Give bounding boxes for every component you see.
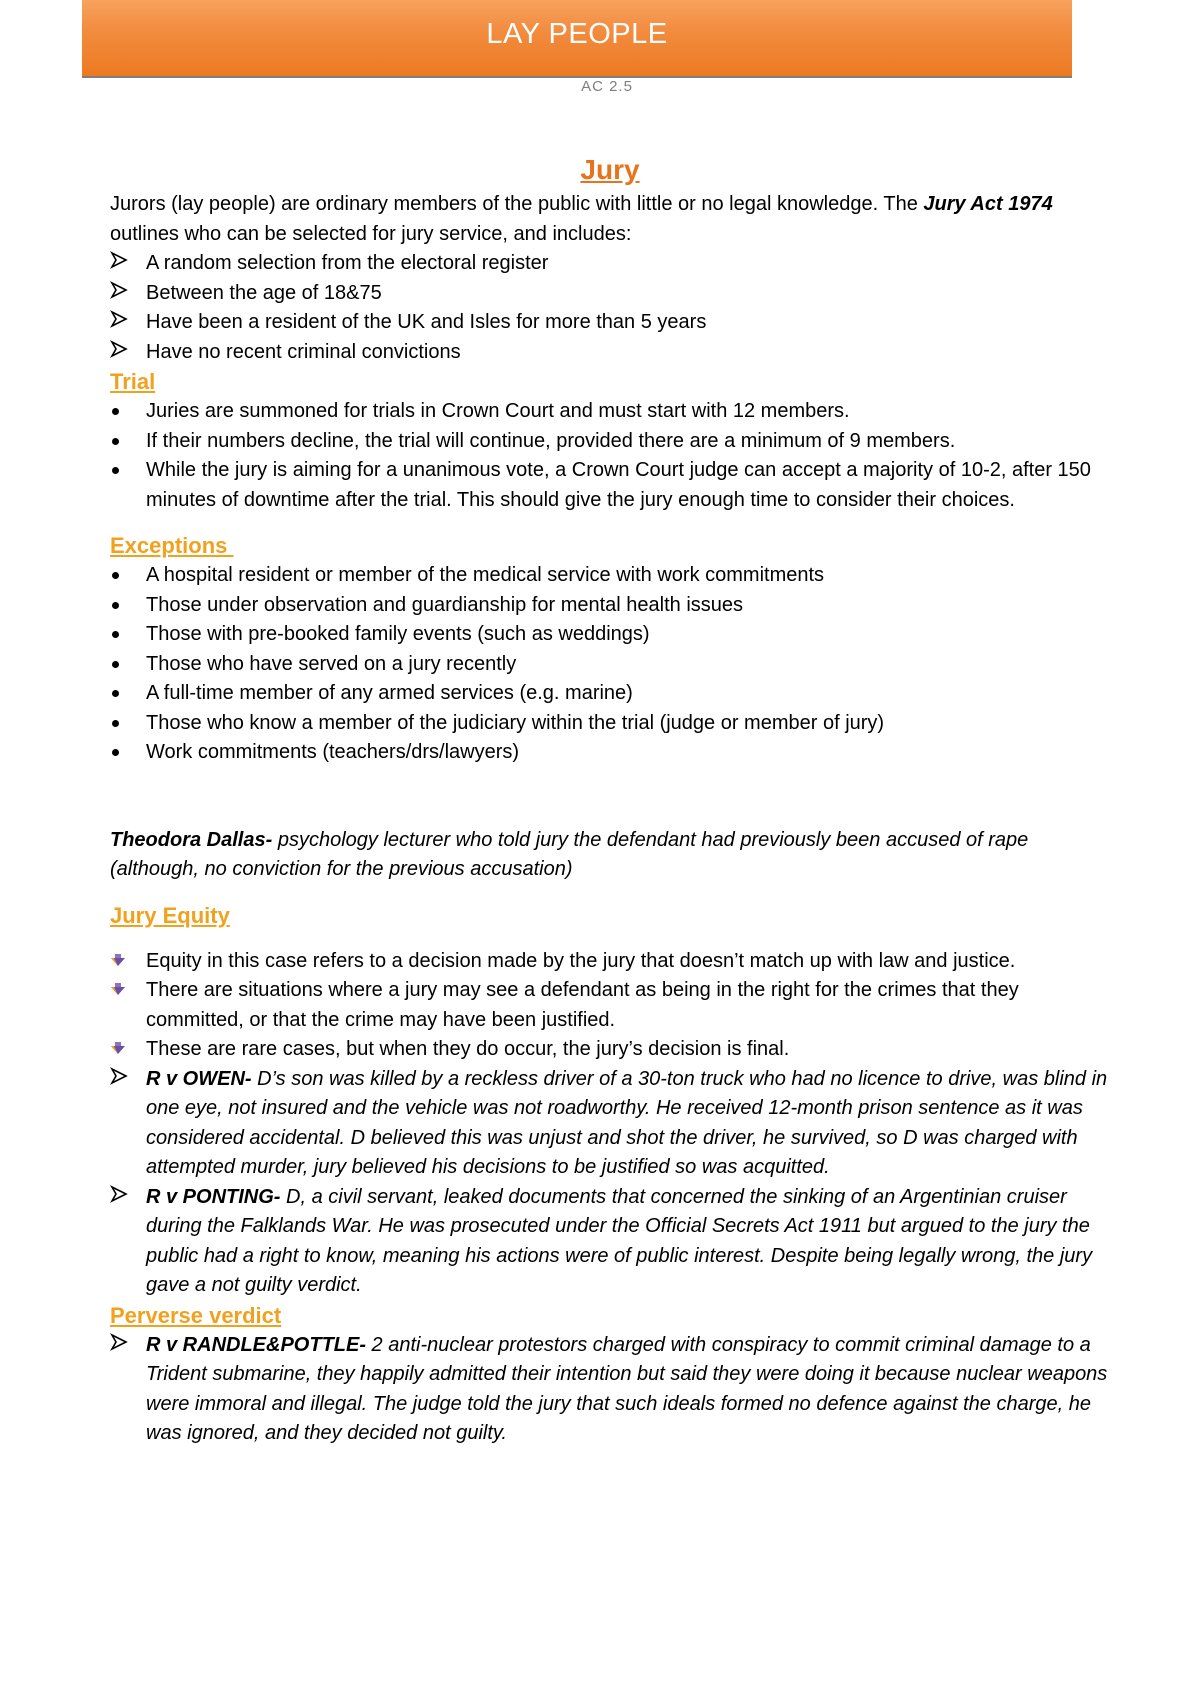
list-item-text: There are situations where a jury may see a defendant as being in the right for the crimes that they committed, or that the crime may have been justified. [146, 979, 1019, 1031]
jury-intro-part2: outlines who can be selected for jury service, and includes: [110, 222, 632, 245]
diamond-bullet-icon [110, 976, 140, 1006]
list-item-text: A full-time member of any armed services (e.g. marine) [146, 682, 633, 704]
list-item-text: Have been a resident of the UK and Isles for more than 5 years [146, 311, 707, 333]
list-item [110, 397, 1110, 427]
diamond-bullet-icon [110, 1035, 140, 1065]
perverse-verdict-heading: Perverse verdict [110, 1302, 282, 1328]
exceptions-heading: Exceptions [110, 533, 234, 558]
arrow-bullet-icon [110, 1065, 140, 1095]
title-banner [82, 0, 1072, 78]
list-item [110, 308, 1110, 338]
list-item-text: A hospital resident or member of the medical service with work commitments [146, 564, 825, 586]
arrow-bullet-icon [110, 338, 140, 368]
list-item-text: Those under observation and guardianship for mental health issues [146, 593, 744, 616]
list-item-text: While the jury is aiming for a unanimous vote, a Crown Court judge can accept a majority of 10-2, after 150 minutes of downtime after the trial. This should give the jury enough time to consider their choices. [146, 459, 1091, 511]
page-subtitle: AC 2.5 [581, 78, 633, 95]
dallas-case [110, 826, 1110, 885]
list-item [110, 249, 1110, 279]
jury-intro-part1: Jurors (lay people) are ordinary members of the public with little or no legal knowledge. The [110, 193, 924, 215]
arrow-bullet-icon [110, 1331, 140, 1361]
list-item-text: These are rare cases, but when they do occur, the jury’s decision is final. [146, 1038, 790, 1060]
jury-act-name: Jury Act 1974 [923, 193, 1053, 215]
trial-list [110, 397, 1110, 515]
arrow-bullet-icon [110, 1183, 140, 1213]
list-item-text: A random selection from the electoral register [146, 252, 549, 274]
bullet-icon [110, 591, 140, 621]
bullet-icon [110, 397, 140, 427]
jury-equity-list [110, 947, 1110, 1301]
list-item [110, 338, 1110, 368]
list-item [110, 650, 1110, 680]
jury-criteria-list [110, 249, 1110, 367]
perverse-verdict-list [110, 1331, 1110, 1449]
list-item-text: Equity in this case refers to a decision made by the jury that doesn’t match up with law and justice. [146, 949, 1016, 972]
case-name: Theodora Dallas- [110, 828, 273, 851]
list-item-text: Juries are summoned for trials in Crown Court and must start with 12 members. [146, 400, 850, 422]
list-item [110, 561, 1110, 591]
list-item [110, 1065, 1110, 1183]
list-item [110, 591, 1110, 621]
bullet-icon [110, 650, 140, 680]
list-item [110, 427, 1110, 457]
document-body [110, 150, 1110, 1449]
arrow-bullet-icon [110, 249, 140, 279]
arrow-bullet-icon [110, 279, 140, 309]
list-item-text: Those who know a member of the judiciary within the trial (judge or member of jury) [146, 711, 885, 734]
bullet-icon [110, 738, 140, 768]
list-item-text: Have no recent criminal convictions [146, 340, 461, 363]
jury-intro [110, 190, 1110, 249]
page-title: LAY PEOPLE [486, 17, 668, 50]
case-name: R v OWEN- [146, 1067, 252, 1090]
list-item-text: Those who have served on a jury recently [146, 652, 517, 675]
case-name: R v RANDLE&POTTLE- [146, 1333, 366, 1356]
jury-equity-heading: Jury Equity [110, 902, 230, 928]
bullet-icon [110, 561, 140, 591]
list-item-text: Work commitments (teachers/drs/lawyers) [146, 741, 520, 763]
list-item [110, 679, 1110, 709]
list-item [110, 1035, 1110, 1065]
list-item-text: Those with pre-booked family events (such as weddings) [146, 623, 650, 645]
bullet-icon [110, 427, 140, 457]
bullet-icon [110, 620, 140, 650]
list-item [110, 709, 1110, 739]
list-item-text: Between the age of 18&75 [146, 281, 382, 304]
bullet-icon [110, 709, 140, 739]
jury-heading: Jury [580, 154, 640, 185]
trial-heading: Trial [110, 369, 156, 394]
list-item-text: If their numbers decline, the trial will continue, provided there are a minimum of 9 members. [146, 429, 956, 452]
list-item [110, 1331, 1110, 1449]
bullet-icon [110, 456, 140, 486]
bullet-icon [110, 679, 140, 709]
case-text: D’s son was killed by a reckless driver of a 30-ton truck who had no licence to drive, was blind in one eye, not insured and the vehicle was not roadworthy. He received 12-month prison sentence as it was considered accidental. D believed this was unjust and shot the driver, he survived, so D was charged with attempted murder, jury believed his decisions to be justified so was acquitted. [146, 1067, 1108, 1178]
exceptions-list [110, 561, 1110, 768]
list-item [110, 620, 1110, 650]
case-text: 2 anti-nuclear protestors charged with conspiracy to commit criminal damage to a Trident submarine, they happily admitted their intention but said they were doing it because nuclear weapons were immoral and illegal. The judge told the jury that such ideals formed no defence against the charge, he was ignored, and they decided not guilty. [146, 1333, 1108, 1444]
list-item [110, 279, 1110, 309]
case-text: psychology lecturer who told jury the defendant had previously been accused of rape (although, no conviction for the previous accusation) [110, 828, 1029, 880]
list-item [110, 1183, 1110, 1301]
case-name: R v PONTING- [146, 1185, 281, 1208]
list-item [110, 738, 1110, 768]
list-item [110, 947, 1110, 977]
case-text: D, a civil servant, leaked documents that concerned the sinking of an Argentinian cruiser during the Falklands War. He was prosecuted under the Official Secrets Act 1911 but argued to the jury the public had a right to know, meaning his actions were of public interest. Despite being legally wrong, the jury gave a not guilty verdict. [146, 1185, 1093, 1296]
list-item [110, 976, 1110, 1035]
diamond-bullet-icon [110, 947, 140, 977]
list-item [110, 456, 1110, 515]
arrow-bullet-icon [110, 308, 140, 338]
